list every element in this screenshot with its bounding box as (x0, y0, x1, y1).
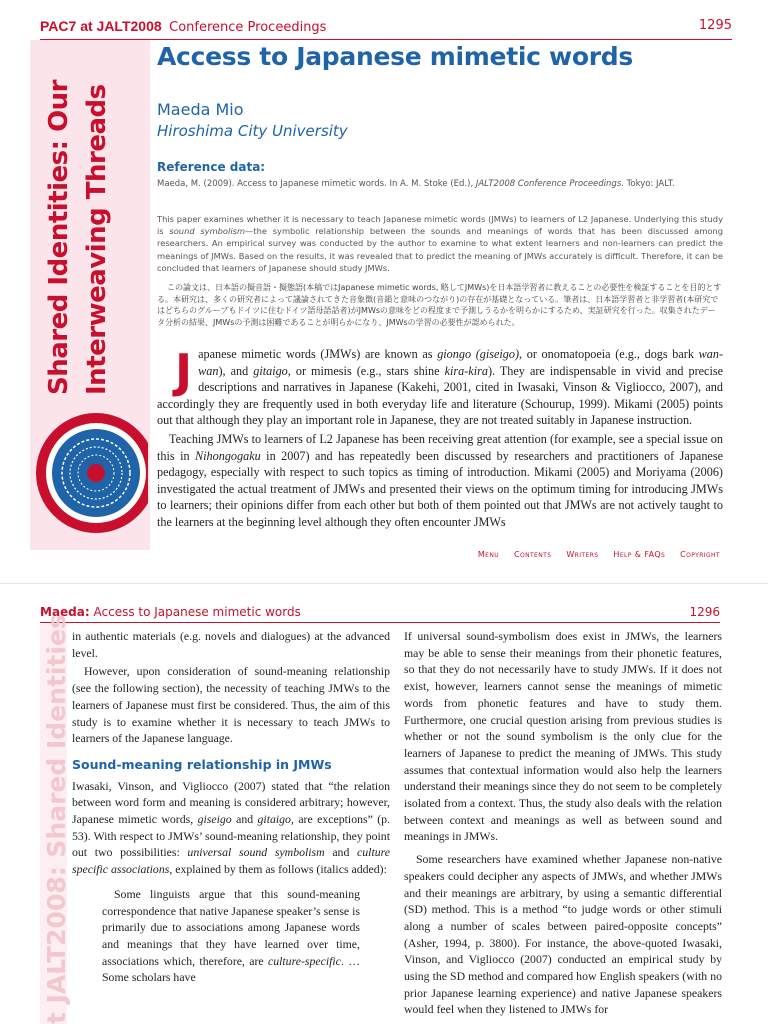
block-quote (102, 886, 360, 986)
nav-help-faqs-link[interactable]: Help & FAQs (613, 550, 666, 559)
text: apanese mimetic words (JMWs) are known as (198, 347, 438, 361)
term: culture-specific (267, 953, 341, 968)
paragraph: Some researchers have examined whether Japanese non-native speakers could decipher any aspects of JMWs, and whether JMWs and their meanings are arbitrary, by using a semantic differential (SD) method. This is a method “to judge words or other stimuli along a number of scales between paired-opposite concepts” (Asher, 1994, p. 3800). For instance, the above-quoted Iwasaki, Vinson, and Vigliocco (2007) conducted an empirical study by using the SD method and compared how English speakers (with no prior Japanese learning experience) and native Japanese speakers would feel when they listened to JMWs for (404, 852, 722, 1017)
page-header (40, 605, 720, 623)
term: giongo (giseigo) (437, 347, 520, 361)
sidebar-title (40, 35, 150, 395)
reference-proceedings: JALT2008 Conference Proceedings (475, 179, 622, 189)
term: gitaigo (257, 812, 291, 827)
page-navigation (440, 550, 720, 559)
journal-title: Nihongogaku (195, 448, 261, 463)
text: Teaching JMWs to learners of L2 Japanese has been receiving great attention (for example, see a special issue on this in (157, 431, 723, 463)
nav-writers-link[interactable]: Writers (566, 550, 599, 559)
text: ), and (218, 363, 254, 378)
text: , explained by them as follows (italics added): (169, 862, 387, 877)
abstract-japanese: この論文は、日本語の擬音語・擬態語(本稿ではJapanese mimetic words, 略してJMWs)を日本語学習者に教えることの必要性を検証することを目的とする。本研究は、多くの研究者によって議論されてきた音象徴(音韻と意味のつながり)の存在が基礎となっている。筆者は、日本語学習者と非学習者(本研究ではどちらのグループもドイツに住むドイツ語母語話者)がJMWsの意味をどの程度まで予測しうるかを明らかにするため、実証研究を行った。収集されたデータ分析の結果、JMWsの予測は困難であることが明らかになり、JMWsの学習の必要性が認められた。 (157, 283, 722, 327)
running-author: Maeda: (40, 605, 90, 619)
text: and (324, 845, 358, 860)
section-heading: Sound-meaning relationship in JMWs (72, 756, 332, 772)
term: kira-kira (444, 363, 488, 378)
author-affiliation: Hiroshima City University (157, 122, 348, 140)
reference-publisher: . Tokyo: JALT. (621, 179, 675, 189)
term: wan-wan (198, 347, 723, 378)
text: and (231, 812, 258, 827)
text: Some linguists argue that this sound-meaning correspondence that native Japanese speaker’s sense is primarily due to associations among Japanese words and meanings that they have learned over time, associations which, therefore, are (102, 886, 360, 968)
paragraph (72, 778, 390, 878)
right-column (404, 628, 722, 1020)
text: , are exceptions” (p. 53). With respect to JMWs’ sound-meaning relationship, they point out two possibilities: (72, 812, 390, 860)
term: culture specific associations (72, 845, 391, 877)
reference-text: Maeda, M. (2009). Access to Japanese mimetic words. In A. M. Stoke (Ed.), (157, 179, 476, 189)
reference-citation (157, 179, 737, 189)
sidebar-ghost-title: t JALT2008: Shared Identities (42, 614, 71, 1024)
article-body (157, 346, 723, 533)
term: giseigo (197, 812, 232, 827)
running-title: Access to Japanese mimetic words (93, 605, 301, 619)
left-column (72, 628, 390, 988)
paragraph: in authentic materials (e.g. novels and dialogues) at the advanced level. (72, 629, 390, 660)
conference-subtitle: Conference Proceedings (169, 20, 327, 35)
reference-heading: Reference data: (157, 160, 266, 174)
term: gitaigo (253, 363, 288, 378)
author-name: Maeda Mio (157, 100, 244, 119)
abstract-english (157, 213, 723, 274)
drop-cap: J (175, 344, 193, 398)
text: Iwasaki, Vinson, and Vigliocco (2007) stated that “the relation between word form and meaning is considered arbitrary; however, Japanese mimetic words, (72, 778, 390, 827)
paragraph: If universal sound-symbolism does exist in JMWs, the learners may be able to sense their meanings from their phonetic features, so that they do not necessarily have to study JMWs. If it does not exist, however, learners cannot sense the meanings of mimetic words from phonetic features and have to study them. Furthermore, one crucial question arising from previous studies is whether or not the sound symbolism is the only clue for the learners of Japanese to predict the meaning of JMWs. This study assumes that contextual information would also help the learners understand their meanings since they do not seem to be completely isolated from a context. Thus, the study also deals with the relation between context and meanings as well as between sound and meanings in JMWs. (404, 629, 722, 844)
page-1296 (0, 583, 768, 1024)
term: universal sound symbolism (187, 845, 325, 860)
text: ). They are indispensable in vivid and precise descriptions and narratives in Japanese (Kakehi, 2001, cited in Iwasaki, Vinson & Vigliocco, 2007), and accordingly they are frequently used in both everyday life and literature (Schourup, 1999). Mikami (2005) points out that although they play an important role in Japanese, they are not treated suitably in Japanese instruction. (157, 363, 723, 428)
sidebar-title-line-1: Shared Identities: Our (44, 79, 74, 395)
paragraph-1 (157, 346, 723, 429)
abstract-text-2: —the symbolic relationship between the sounds and meanings of words that has been discussed among researchers. An empirical survey was conducted by the author to examine to what extent learners and non-learners can predict the meanings of JMWs. Based on the results, it was revealed that to predict the meaning of JMWs accurately is difficult. Therefore, it can be concluded that learners of Japanese should study JMWs. (157, 226, 724, 273)
text: , or onomatopoeia (e.g., dogs bark (519, 347, 699, 361)
sidebar-title-line-2: Interweaving Threads (82, 84, 112, 395)
paragraph: However, upon consideration of sound-meaning relationship (see the following section), the necessity of teaching JMWs to the learners of Japanese must first be considered. Thus, the aim of this study is to examine whether it is necessary to teach JMWs to learners of the Japanese language. (72, 664, 390, 746)
abstract-text-1: This paper examines whether it is necessary to teach Japanese mimetic words (JMWs) to learners of L2 Japanese. Underlying this study is (157, 214, 723, 237)
conference-brand: PAC7 at JALT2008 (40, 18, 162, 34)
text: in 2007) and has repeatedly been discussed by researchers and practitioners of Japanese pedagogy, especially with respect to such topics as timing of introduction. Mikami (2005) and Moriyama (2006) investigated the actual treatment of JMWs and presented their views on the optimum timing for introducing JMWs to learners; their opinions differ from each other but both of them pointed out that JMWs are not actively taught to the learners at the beginning level although they often encounter JMWs (157, 448, 723, 529)
paragraph-2 (157, 431, 723, 531)
page-number: 1296 (689, 605, 720, 619)
nav-contents-link[interactable]: Contents (514, 550, 552, 559)
text: , or mimesis (e.g., stars shine (287, 363, 445, 378)
page-number: 1295 (698, 18, 732, 33)
nav-copyright-link[interactable]: Copyright (680, 550, 720, 559)
article-title: Access to Japanese mimetic words (157, 42, 633, 71)
nav-menu-link[interactable]: Menu (477, 550, 500, 559)
text: . … Some scholars have (102, 953, 360, 985)
abstract-term: sound symbolism (169, 226, 246, 237)
header-rule (40, 622, 720, 623)
shared-identities-logo-icon (30, 395, 148, 545)
